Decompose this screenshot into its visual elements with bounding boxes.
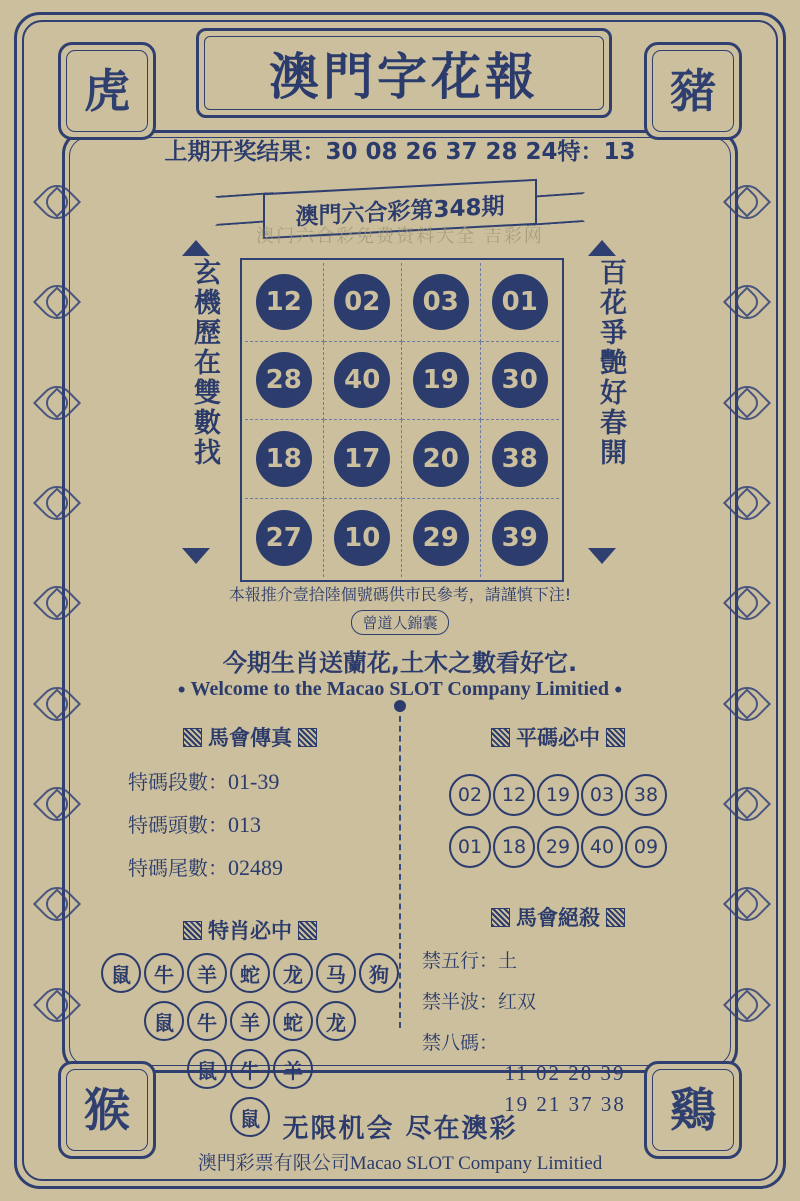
ornament-motif-icon <box>726 974 764 1032</box>
seal-label: 曾道人錦囊 <box>351 610 448 635</box>
ornament-motif-icon <box>726 171 764 229</box>
corner-zodiac-label: 鷄 <box>670 1083 716 1137</box>
zodiac-ball: 鼠 <box>230 1097 270 1137</box>
zodiac-ball: 龙 <box>273 953 313 993</box>
flat-code-ball: 01 <box>449 826 491 868</box>
horse-kill-title: 馬會絕殺 <box>516 906 600 930</box>
hatch-ornament-icon <box>298 921 317 940</box>
hatch-ornament-icon <box>183 728 202 747</box>
zodiac-ball: 鼠 <box>101 953 141 993</box>
welcome-label: Welcome to the Macao SLOT Company Limitied <box>190 678 610 700</box>
ornament-motif-icon <box>36 873 74 931</box>
welcome-text <box>0 678 800 701</box>
horse-kill-label: 禁八碼： <box>422 1032 499 1054</box>
corner-zodiac-top-left <box>58 42 156 140</box>
number-ball: 19 <box>413 352 469 408</box>
poster-title-box <box>196 28 612 118</box>
disclaimer-text: 本報推介壹拾陸個號碼供市民參考，請謹慎下注! <box>228 585 572 604</box>
seal-badge <box>0 610 800 635</box>
horse-fax-label: 特碼尾數： <box>128 856 228 880</box>
zodiac-ball: 龙 <box>316 1001 356 1041</box>
horse-fax-value: 013 <box>228 812 261 837</box>
grid-cell <box>481 420 560 499</box>
last-draw-label: 上期开奖结果： <box>164 139 326 165</box>
page-title: 澳門字花報 <box>269 48 539 106</box>
left-column <box>100 722 400 1137</box>
footer-company: 澳門彩票有限公司Macao SLOT Company Limitied <box>197 1153 603 1174</box>
arrow-down-icon <box>588 548 618 564</box>
number-ball: 29 <box>413 510 469 566</box>
ornament-motif-icon <box>36 773 74 831</box>
ornament-motif-icon <box>36 372 74 430</box>
grid-cell <box>324 263 403 342</box>
zodiac-row <box>100 953 400 993</box>
couplet-right-text: 百花爭艷好春開 <box>595 258 626 468</box>
horse-fax-title: 馬會傳真 <box>208 726 292 750</box>
zodiac-row <box>100 1001 400 1041</box>
hatch-ornament-icon <box>491 728 510 747</box>
ornament-motif-icon <box>36 472 74 530</box>
bullet-icon: ● <box>614 682 623 698</box>
number-ball: 18 <box>256 431 312 487</box>
number-ball: 17 <box>334 431 390 487</box>
zodiac-ball: 蛇 <box>230 953 270 993</box>
number-ball: 03 <box>413 274 469 330</box>
verse-text: 今期生肖送蘭花,土木之數看好它. <box>222 649 578 677</box>
flat-code-ball: 02 <box>449 774 491 816</box>
number-ball: 02 <box>334 274 390 330</box>
hatch-ornament-icon <box>606 728 625 747</box>
grid-cell <box>324 499 403 578</box>
special-label: 特： <box>557 139 604 165</box>
grid-cell <box>481 263 560 342</box>
grid-cell <box>402 420 481 499</box>
number-ball: 38 <box>492 431 548 487</box>
horse-fax-row <box>128 809 400 838</box>
special-number: 13 <box>603 139 636 165</box>
number-ball: 30 <box>492 352 548 408</box>
zodiac-ball: 羊 <box>273 1049 313 1089</box>
flat-code-row-1 <box>408 774 708 816</box>
section-title-zodiac <box>100 915 400 945</box>
horse-kill-label: 禁半波： <box>422 991 499 1013</box>
section-title-horse-fax <box>100 722 400 752</box>
hatch-ornament-icon <box>491 908 510 927</box>
corner-zodiac-label: 虎 <box>84 64 130 118</box>
couplet-left <box>170 258 224 468</box>
arrow-up-icon <box>588 240 618 256</box>
horse-kill-row <box>422 987 708 1014</box>
watermark-text: 澳门六合彩免费资料大全 吉彩网 <box>256 226 544 247</box>
hatch-ornament-icon <box>183 921 202 940</box>
horse-fax-value: 01-39 <box>228 769 280 794</box>
number-ball: 27 <box>256 510 312 566</box>
grid-cell <box>402 499 481 578</box>
ornament-motif-icon <box>36 271 74 329</box>
number-ball: 28 <box>256 352 312 408</box>
number-ball: 39 <box>492 510 548 566</box>
horse-fax-value: 02489 <box>228 855 283 880</box>
grid-cell <box>245 499 324 578</box>
grid-cell <box>324 420 403 499</box>
zodiac-ball: 牛 <box>230 1049 270 1089</box>
corner-zodiac-label: 豬 <box>670 64 716 118</box>
ornament-motif-icon <box>726 873 764 931</box>
flat-code-title: 平碼必中 <box>516 726 600 750</box>
zodiac-ball: 羊 <box>187 953 227 993</box>
horse-kill-row <box>422 1028 708 1117</box>
number-ball: 10 <box>334 510 390 566</box>
grid-cell <box>402 263 481 342</box>
couplet-right <box>576 258 630 468</box>
flat-code-ball: 40 <box>581 826 623 868</box>
hatch-ornament-icon <box>606 908 625 927</box>
number-ball: 40 <box>334 352 390 408</box>
number-ball: 01 <box>492 274 548 330</box>
zodiac-ball: 牛 <box>187 1001 227 1041</box>
flat-code-ball: 12 <box>493 774 535 816</box>
flat-code-row-2 <box>408 826 708 868</box>
right-column <box>408 722 708 1117</box>
flat-code-ball: 19 <box>537 774 579 816</box>
arrow-down-icon <box>182 548 212 564</box>
horse-kill-row <box>422 946 708 973</box>
horse-kill-label: 禁五行： <box>422 950 499 972</box>
zodiac-ball: 狗 <box>359 953 399 993</box>
zodiac-ball: 牛 <box>144 953 184 993</box>
grid-cell <box>402 342 481 421</box>
arrow-up-icon <box>182 240 212 256</box>
horse-fax-label: 特碼段數： <box>128 770 228 794</box>
zodiac-ball: 羊 <box>230 1001 270 1041</box>
horse-kill-numbers-line1: 11 02 28 39 <box>504 1061 626 1085</box>
corner-zodiac-label: 猴 <box>84 1083 130 1137</box>
zodiac-ball: 鼠 <box>187 1049 227 1089</box>
zodiac-ball: 鼠 <box>144 1001 184 1041</box>
grid-cell <box>245 342 324 421</box>
horse-fax-row <box>128 852 400 881</box>
zodiac-row <box>100 1049 400 1089</box>
flat-code-ball: 03 <box>581 774 623 816</box>
section-title-flat-code <box>408 722 708 752</box>
horse-kill-value: 土 <box>498 950 518 972</box>
number-grid <box>240 258 564 582</box>
horse-fax-row <box>128 766 400 795</box>
footer-slogan: 无限机会 尽在澳彩 <box>282 1114 518 1144</box>
flat-code-ball: 18 <box>493 826 535 868</box>
ornament-motif-icon <box>726 472 764 530</box>
zodiac-ball: 马 <box>316 953 356 993</box>
horse-kill-numbers-line2: 19 21 37 38 <box>504 1092 626 1116</box>
flat-code-ball: 38 <box>625 774 667 816</box>
issue-label: 澳門六合彩第348期 <box>295 193 505 230</box>
grid-cell <box>245 420 324 499</box>
flat-code-ball: 29 <box>537 826 579 868</box>
couplet-left-text: 玄機歷在雙數找 <box>189 258 220 468</box>
horse-fax-label: 特碼頭數： <box>128 813 228 837</box>
grid-cell <box>245 263 324 342</box>
ornament-motif-icon <box>726 271 764 329</box>
zodiac-ball: 蛇 <box>273 1001 313 1041</box>
grid-cell <box>481 499 560 578</box>
corner-zodiac-top-right <box>644 42 742 140</box>
zodiac-title: 特肖必中 <box>208 919 292 943</box>
hatch-ornament-icon <box>298 728 317 747</box>
last-draw-numbers: 30 08 26 37 28 24 <box>325 139 558 165</box>
ornament-motif-icon <box>36 974 74 1032</box>
ornament-motif-icon <box>726 372 764 430</box>
section-title-horse-kill <box>408 902 708 932</box>
grid-cell <box>481 342 560 421</box>
last-draw-result <box>0 133 800 166</box>
ornament-motif-icon <box>36 171 74 229</box>
number-ball: 12 <box>256 274 312 330</box>
horse-kill-value: 红双 <box>498 991 537 1013</box>
ornament-motif-icon <box>726 773 764 831</box>
bullet-icon: ● <box>177 682 186 698</box>
grid-cell <box>324 342 403 421</box>
flat-code-ball: 09 <box>625 826 667 868</box>
number-ball: 20 <box>413 431 469 487</box>
